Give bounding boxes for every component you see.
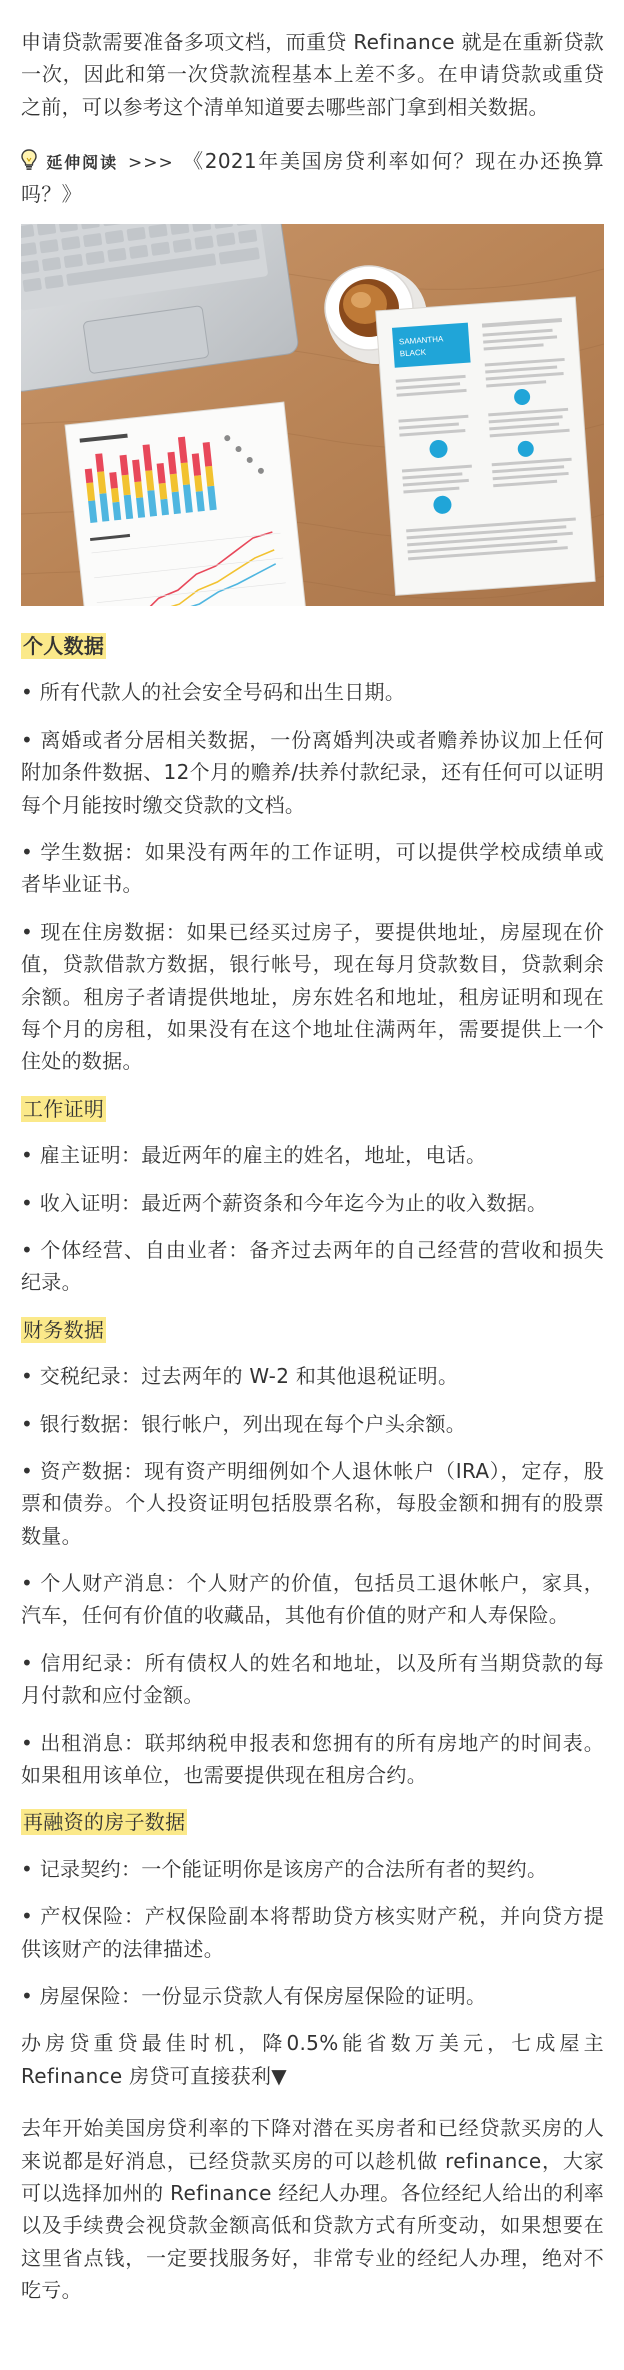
- intro-paragraph: 申请贷款需要准备多项文档，而重贷 Refinance 就是在重新贷款一次，因此和第一次贷款流程基本上差不多。在申请贷款或重贷之前，可以参考这个清单知道要去哪些部门拿到相关数据。: [21, 30, 604, 119]
- svg-text:SAMANTHA: SAMANTHA: [398, 334, 444, 347]
- list-item: • 个体经营、自由业者：备齐过去两年的自己经营的营收和损失纪录。: [21, 1237, 604, 1295]
- list-item: • 收入证明：最近两个薪资条和今年迄今为止的收入数据。: [21, 1190, 548, 1215]
- further-reading[interactable]: [21, 145, 604, 210]
- section-title-employment: 工作证明: [23, 1096, 105, 1121]
- closing-paragraph: 去年开始美国房贷利率的下降对潜在买房者和已经贷款买房的人来说都是好消息，已经贷款买房的可以趁机做 refinance，大家可以选择加州的 Refinance 经纪人办理。各位经纪人给出的利率以及手续费会视贷款金额高低和贷款方式有所变动，如果想要在这里省点钱，一定要找服务好，非常专业的经纪人办理，绝对不吃亏。: [21, 2116, 604, 2303]
- further-reading-arrows: >>>: [127, 153, 174, 174]
- list-item: • 个人财产消息：个人财产的价值，包括员工退休帐户，家具，汽车，任何有价值的收藏品，其他有价值的财产和人寿保险。: [21, 1571, 604, 1628]
- section-property: [21, 1806, 604, 2012]
- list-item: • 所有代款人的社会安全号码和出生日期。: [21, 680, 406, 705]
- list-item: • 雇主证明：最近两年的雇主的姓名，地址，电话。: [21, 1143, 487, 1168]
- list-item: • 产权保险：产权保险副本将帮助贷方核实财产税，并向贷方提供该财产的法律描述。: [21, 1904, 604, 1961]
- further-reading-label: 延伸阅读: [45, 153, 118, 173]
- section-title-personal: 个人数据: [23, 634, 105, 659]
- svg-text:BLACK: BLACK: [399, 347, 427, 359]
- lightbulb-icon: [21, 149, 37, 171]
- list-item: • 房屋保险：一份显示贷款人有保房屋保险的证明。: [21, 1983, 487, 2008]
- list-item: • 银行数据：银行帐户，列出现在每个户头余额。: [21, 1411, 467, 1436]
- section-financial: [21, 1314, 604, 1792]
- closing-link-paragraph[interactable]: 办房贷重贷最佳时机，降0.5%能省数万美元，七成屋主 Refinance 房贷可直接获利▼: [21, 2031, 604, 2088]
- section-personal: [21, 630, 604, 1078]
- list-item: • 记录契约：一个能证明你是该房产的合法所有者的契约。: [21, 1856, 548, 1881]
- section-title-financial: 财务数据: [23, 1317, 105, 1342]
- list-item: • 现在住房数据：如果已经买过房子，要提供地址，房屋现在价值，贷款借款方数据，银行帐号，现在每月贷款数目，贷款剩余余额。租房子者请提供地址，房东姓名和地址，租房证明和现在每个月的房租，如果没有在这个地址住满两年，需要提供上一个住处的数据。: [21, 919, 604, 1074]
- resume-paper: [376, 297, 595, 595]
- list-item: • 学生数据：如果没有两年的工作证明，可以提供学校成绩单或者毕业证书。: [21, 840, 604, 897]
- list-item: • 出租消息：联邦纳税申报表和您拥有的所有房地产的时间表。如果租用该单位，也需要提供现在租房合约。: [21, 1730, 604, 1788]
- list-item: • 资产数据：现有资产明细例如个人退休帐户（IRA），定存，股票和债券。个人投资证明包括股票名称，每股金额和拥有的股票数量。: [21, 1458, 604, 1548]
- list-item: • 离婚或者分居相关数据，一份离婚判决或者赡养协议加上任何附加条件数据、12个月的赡养/扶养付款纪录，还有任何可以证明每个月能按时缴交贷款的文档。: [21, 727, 604, 817]
- hero-image: [21, 224, 604, 606]
- section-employment: [21, 1093, 604, 1299]
- list-item: • 信用纪录：所有债权人的姓名和地址，以及所有当期贷款的每月付款和应付金额。: [21, 1650, 604, 1708]
- section-title-property: 再融资的房子数据: [23, 1810, 186, 1835]
- further-reading-link[interactable]: 《2021年美国房贷利率如何？现在办还换算吗？》: [21, 149, 604, 206]
- list-item: • 交税纪录：过去两年的 W-2 和其他退税证明。: [21, 1364, 459, 1389]
- chart-paper: [65, 402, 308, 606]
